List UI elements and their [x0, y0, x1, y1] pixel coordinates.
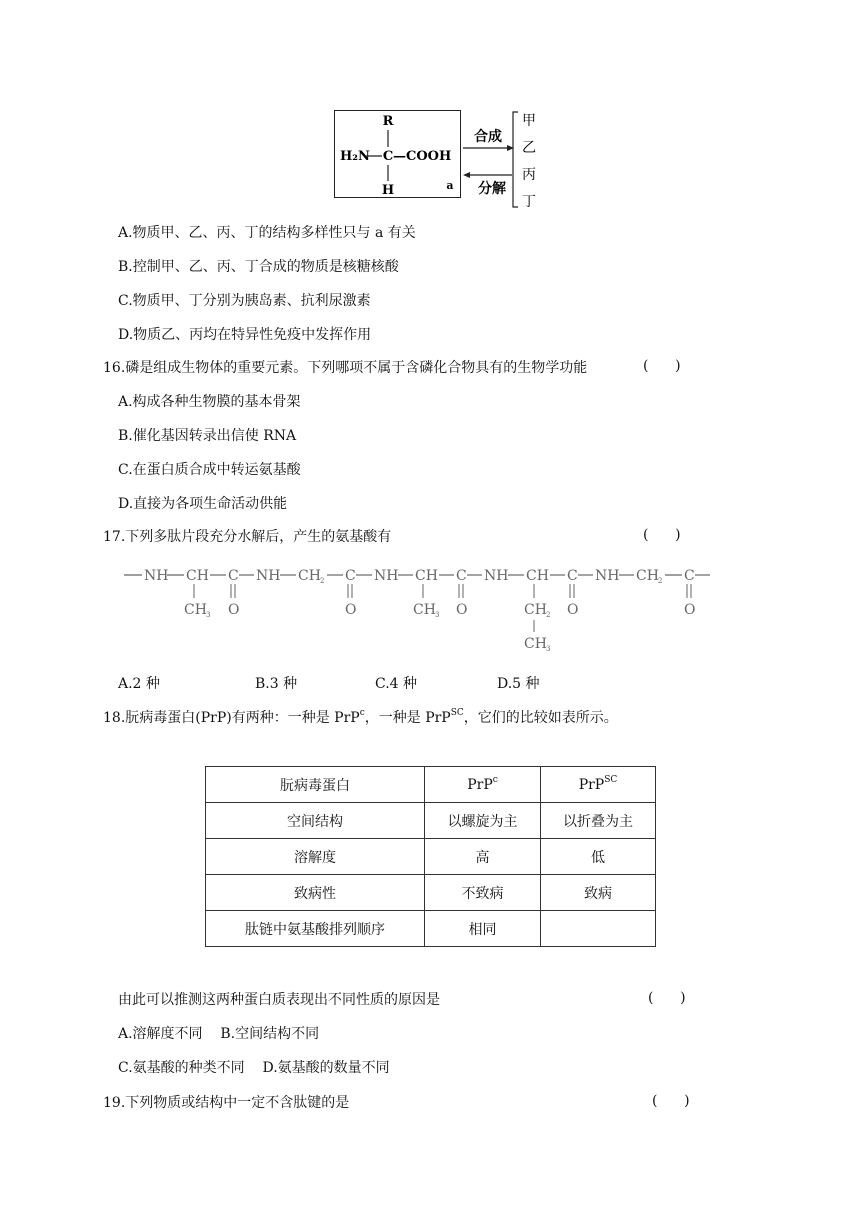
o-1: O [228, 602, 240, 618]
svg-text:2: 2 [546, 611, 551, 619]
table-cell: 溶解度 [206, 839, 425, 875]
nh-3: NH [374, 568, 399, 584]
svg-text:3: 3 [435, 611, 440, 619]
q17-option-c: C.4 种 [375, 676, 418, 692]
table-cell: 不致病 [425, 875, 541, 911]
c-3: C [456, 568, 467, 584]
label-a: a [446, 179, 454, 192]
q16-option-b: B.催化基因转录出信使 RNA [118, 428, 297, 444]
o-4: O [567, 602, 579, 618]
decomposition-label: 分解 [478, 181, 506, 197]
carboxyl-group: —COOH [393, 149, 452, 164]
table-cell: 相同 [425, 911, 541, 947]
table-row [206, 803, 656, 839]
q18-inference: 由此可以推测这两种蛋白质表现出不同性质的原因是 [118, 992, 440, 1008]
q17-option-b: B.3 种 [255, 676, 298, 692]
table-header-cell: 朊病毒蛋白 [206, 767, 425, 803]
table-header-row [206, 767, 656, 803]
product-ding: 丁 [522, 194, 536, 210]
table-cell: 肽链中氨基酸排列顺序 [206, 911, 425, 947]
c-4: C [567, 568, 578, 584]
q17-option-d: D.5 种 [497, 676, 540, 692]
table-cell: 以折叠为主 [541, 803, 656, 839]
q19-answer-paren: ( ) [652, 1093, 690, 1109]
ch-2: CH [415, 568, 438, 584]
h-atom: H [381, 183, 395, 198]
o-3: O [456, 602, 468, 618]
amine-group: H₂N [340, 149, 370, 164]
q15-option-c: C.物质甲、丁分别为胰岛素、抗利尿激素 [118, 293, 371, 309]
table-cell: 致病性 [206, 875, 425, 911]
q16-answer-paren: ( ) [643, 358, 681, 374]
table-cell: 空间结构 [206, 803, 425, 839]
svg-text:3: 3 [546, 645, 551, 653]
table-row [206, 839, 656, 875]
q18-stem: 18.朊病毒蛋白(PrP)有两种：一种是 PrP$^c$，一种是 PrP$^{SC}$，它们的比较如表所示。 [103, 708, 618, 726]
q17-stem: 17.下列多肽片段充分水解后，产生的氨基酸有 [103, 529, 392, 545]
ch2-2-sub: 2 [658, 577, 663, 585]
amino-acid-figure [330, 105, 550, 215]
table-cell [541, 911, 656, 947]
table-row [206, 911, 656, 947]
q16-stem: 16.磷是组成生物体的重要元素。下列哪项不属于含磷化合物具有的生物学功能 [103, 360, 588, 376]
nh-1: NH [144, 568, 169, 584]
prion-comparison-table [205, 766, 656, 947]
q15-option-b: B.控制甲、乙、丙、丁合成的物质是核糖核酸 [118, 259, 399, 275]
nh-2: NH [256, 568, 281, 584]
ch2-1-sub: 2 [320, 577, 325, 585]
product-bing: 丙 [522, 167, 536, 183]
svg-text:3: 3 [206, 611, 211, 619]
table-cell: 致病 [541, 875, 656, 911]
q19-stem: 19.下列物质或结构中一定不含肽键的是 [103, 1095, 350, 1111]
polypeptide-structure [120, 562, 720, 654]
c-2: C [345, 568, 356, 584]
q15-option-a: A.物质甲、乙、丙、丁的结构多样性只与 a 有关 [118, 225, 416, 241]
synthesis-label: 合成 [474, 129, 502, 145]
nh-5: NH [595, 568, 620, 584]
q18-options-ab: A.溶解度不同 B.空间结构不同 [118, 1026, 320, 1042]
side-ch3-3: CH [524, 636, 547, 652]
r-group: R [382, 114, 394, 129]
q16-option-a: A.构成各种生物膜的基本骨架 [118, 394, 301, 410]
product-jia: 甲 [522, 113, 536, 129]
table-header-cell: PrP$^c$ [425, 767, 541, 803]
table-cell: 高 [425, 839, 541, 875]
table-cell: 以螺旋为主 [425, 803, 541, 839]
alpha-carbon: C [382, 149, 394, 164]
table-header-cell: PrP$^{SC}$ [541, 767, 656, 803]
q16-option-d: D.直接为各项生命活动供能 [118, 496, 288, 512]
table-row [206, 875, 656, 911]
side-ch3-2: CH [413, 602, 436, 618]
c-1: C [228, 568, 239, 584]
nh-4: NH [484, 568, 509, 584]
table-cell: 低 [541, 839, 656, 875]
product-yi: 乙 [522, 140, 536, 156]
q18-answer-paren: ( ) [648, 990, 686, 1006]
q15-option-d: D.物质乙、丙均在特异性免疫中发挥作用 [118, 327, 372, 343]
o-5: O [684, 602, 696, 618]
side-ch2-3: CH [524, 602, 547, 618]
side-ch3-1: CH [184, 602, 207, 618]
ch-3: CH [526, 568, 549, 584]
c-5: C [684, 568, 695, 584]
o-2: O [345, 602, 357, 618]
q17-answer-paren: ( ) [643, 527, 681, 543]
ch2-2: CH [636, 568, 659, 584]
q16-option-c: C.在蛋白质合成中转运氨基酸 [118, 462, 301, 478]
ch-1: CH [186, 568, 209, 584]
q18-options-cd: C.氨基酸的种类不同 D.氨基酸的数量不同 [118, 1060, 390, 1076]
q17-option-a: A.2 种 [118, 676, 160, 692]
ch2-1: CH [298, 568, 321, 584]
